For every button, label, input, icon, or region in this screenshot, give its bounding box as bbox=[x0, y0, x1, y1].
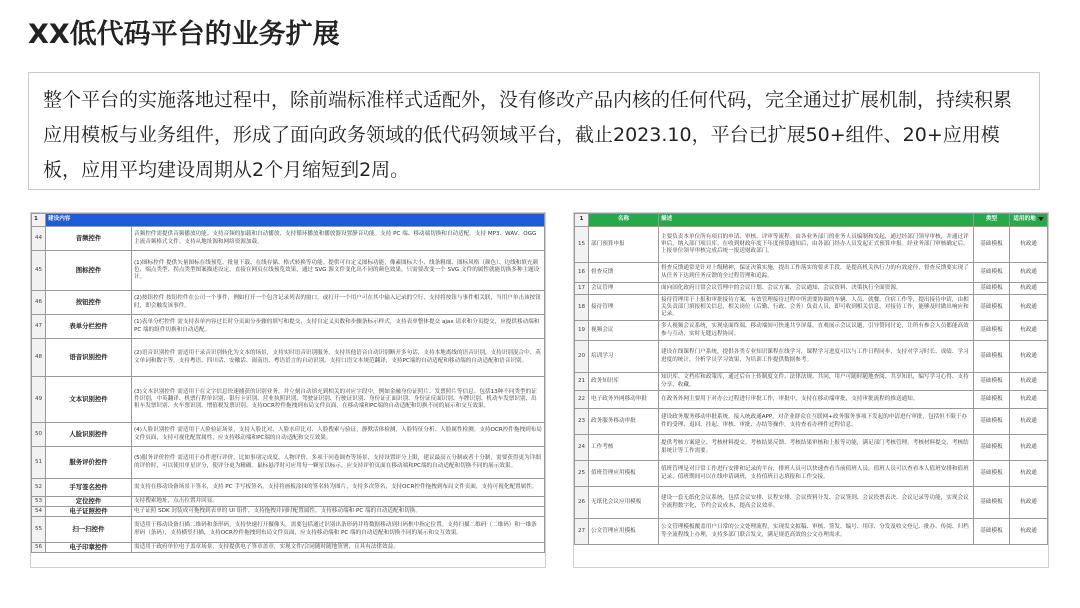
template-type: 基础模板 bbox=[974, 373, 1010, 391]
table-row bbox=[575, 391, 1048, 409]
component-desc: (5)服务评价控件 需适用于办件进行评价，比如事项完成度、人物评价、多项干问卷调查等场景，支持设置评分上限，建议最高五分制或者十分制，需要获得更为详细的评价时，可以使用单星评分，使评分更为精确。鼠标悬浮时可应用每一颗星以标示，应支持评价页面在移动端和PC端的自动适配和切换不同的展示效果。 bbox=[132, 447, 545, 479]
column-header-desc: 建设内容 bbox=[46, 214, 545, 227]
template-desc: 知识库、文档库和政策库，通过后台上传制度文件、法律法规、共同，用户可随时随地查阅、共享知识，编写学习心得、支持分享、收藏。 bbox=[659, 373, 974, 391]
table-row bbox=[32, 497, 545, 507]
table-row bbox=[575, 227, 1048, 263]
row-number: 26 bbox=[575, 487, 589, 519]
template-type: 基础模板 bbox=[974, 283, 1010, 295]
table-row bbox=[575, 341, 1048, 373]
row-number: 21 bbox=[575, 373, 589, 391]
template-type: 基础模板 bbox=[974, 341, 1010, 373]
template-name: 培训学习 bbox=[589, 341, 659, 373]
component-name: 图标控件 bbox=[46, 251, 132, 291]
component-desc: 电子证照 SDK 封装成可拖拽到表单的 UI 组件，支持拖拽并同时配置属性，支持移动端和 PC 端的自动适配和切换。 bbox=[132, 507, 545, 517]
table-row bbox=[575, 295, 1048, 321]
row-number: 47 bbox=[32, 315, 46, 339]
template-address: 杭政通 bbox=[1010, 321, 1048, 341]
row-number: 24 bbox=[575, 435, 589, 461]
column-header-desc: 描述 bbox=[659, 214, 974, 227]
template-table-screenshot bbox=[573, 212, 1049, 568]
row-number: 20 bbox=[575, 341, 589, 373]
component-table bbox=[31, 213, 545, 553]
component-name: 扫一扫控件 bbox=[46, 517, 132, 543]
row-number: 46 bbox=[32, 291, 46, 315]
row-number: 19 bbox=[575, 321, 589, 341]
template-address: 杭政通 bbox=[1010, 435, 1048, 461]
template-name: 工作考核 bbox=[589, 435, 659, 461]
table-row bbox=[32, 291, 545, 315]
component-desc: (2)按钮控件 按钮控件在公司一个事件，例如打开一个包含记录列表的窗口，或打开一个用户可在其中输入记录的空行，支持将按钮与事件相关联，当用户单击该按钮时，即会触发该事件。 bbox=[132, 291, 545, 315]
component-desc: 需适用于移动设备扫描二维码和条形码，支持快速打开摄像头，需要包括通过识别出条形码并将数据移动到扫码框中指定位置。支持扫描二维码（二维码）和一维条形码（条码），支持横竖扫描，支持OCR控件拖拽到布局文件页面，应支持移动端和 PC 端的自动适配和切换不同的展示和交互效果。 bbox=[132, 517, 545, 543]
template-name: 接待管理 bbox=[589, 295, 659, 321]
template-desc: 多人视频会议系统，实现桌面终端、移动端间可快速共享屏幕，直观展示会议议题，引导赞同讨论，让所有参会人员都能高效参与互动，实时无缝远程协同。 bbox=[659, 321, 974, 341]
component-desc: (1)表单分栏控件 需支持表单内容过长时分页面分步骤的填写和提交，支持自定义页数和步骤条标示样式，支持表单整体提交 ajax 请求和分页提交，应提供移动端和 PC 端的组件切换和自动适配。 bbox=[132, 315, 545, 339]
component-table-screenshot bbox=[30, 212, 546, 568]
template-address: 杭政通 bbox=[1010, 295, 1048, 321]
template-name: 电子政务外网移动审批 bbox=[589, 391, 659, 409]
row-number: 50 bbox=[32, 423, 46, 447]
table-row bbox=[32, 517, 545, 543]
template-type: 基础模板 bbox=[974, 409, 1010, 435]
template-desc: 建设一套无纸化会议系统，包括会议安排、议程安排、会议资料分发、会议签到、会议投票表决、会议记录等功能，实现会议全流程数字化，节约会议成本，提高会议效率。 bbox=[659, 487, 974, 519]
template-type: 基础模板 bbox=[974, 487, 1010, 519]
template-address: 杭政通 bbox=[1010, 373, 1048, 391]
table-row bbox=[575, 409, 1048, 435]
table-header-row bbox=[32, 214, 545, 227]
template-name: 会议管理 bbox=[589, 283, 659, 295]
table-row bbox=[32, 447, 545, 479]
component-name: 文本识别控件 bbox=[46, 377, 132, 423]
row-number: 53 bbox=[32, 497, 46, 507]
component-name: 电子证照控件 bbox=[46, 507, 132, 517]
template-name: 政务服务移动审批 bbox=[589, 409, 659, 435]
template-desc: 在政务外网主要用于对办公过程进行审批工作，审批中，支持在移动端审批，支持审批流程的推送通知。 bbox=[659, 391, 974, 409]
template-address: 杭政通 bbox=[1010, 263, 1048, 283]
component-name: 按钮控件 bbox=[46, 291, 132, 315]
row-number: 27 bbox=[575, 519, 589, 545]
address-label: 适用的地 bbox=[1013, 216, 1036, 223]
template-desc: 公文管理模板覆盖用户日常的公文处理流程，实现发文拟稿、审核、签发、编号、用印、分发及收文登记、批办、传阅、归档等全流程线上办理，支持多部门联合发文，满足规范高效的公文办理需求。 bbox=[659, 519, 974, 545]
template-type: 基础模板 bbox=[974, 435, 1010, 461]
template-address: 杭政通 bbox=[1010, 487, 1048, 519]
template-desc: 面向固化政府日常会议管理中的会议计划、会议方案、会议通知、会议资料、决策执行全面资源。 bbox=[659, 283, 974, 295]
row-number: 45 bbox=[32, 251, 46, 291]
component-name: 语音识别控件 bbox=[46, 339, 132, 377]
row-number: 23 bbox=[575, 409, 589, 435]
table-row bbox=[575, 263, 1048, 283]
row-number: 52 bbox=[32, 479, 46, 497]
component-name: 人脸识别控件 bbox=[46, 423, 132, 447]
row-number: 55 bbox=[32, 517, 46, 543]
component-name: 定位控件 bbox=[46, 497, 132, 507]
component-name: 电子印章控件 bbox=[46, 543, 132, 553]
table-row bbox=[575, 321, 1048, 341]
template-name: 值班管理应用模板 bbox=[589, 461, 659, 487]
template-desc: 建设在线课程门户系统，提供各类专业知识课程在线学习，课程学习进度可以与工作日程同步，支持对学习时长、成绩、学习进度的统计，分析学员学习效果，为培训工作提供数据参考。 bbox=[659, 341, 974, 373]
template-address: 杭政通 bbox=[1010, 391, 1048, 409]
template-table bbox=[574, 213, 1048, 545]
component-desc: (2)语音识别控件 需适用于录音识别转化为文本的场景，支持实时语音识别服务，支持其他语音自动识别断开多句话，支持本地离线的语音识别，支持识别混合中、英文单词和数字等，支持粤语、四川话、安徽话、闽南语、粤语语言的自动识别。支持口语文本规范翻译，支持PC端的自动适配和移动端的自动适配和语音识别。 bbox=[132, 339, 545, 377]
row-number: 1 bbox=[32, 214, 46, 227]
table-row bbox=[32, 227, 545, 251]
row-number: 48 bbox=[32, 339, 46, 377]
row-number: 51 bbox=[32, 447, 46, 479]
template-desc: 接待管理用于上报和审批接待方案，有效管理接待过程中所需要协调的车辆、人员、就餐、住宿工作等，提出接待申请，由相关负责部门填报相关信息，相关岗位（后勤、行政、会务）负责人员，即可收到相关信息，对接待工作，能够及时做出响应和记录。 bbox=[659, 295, 974, 321]
row-number: 22 bbox=[575, 391, 589, 409]
template-table-body bbox=[575, 227, 1048, 545]
template-desc: 督查反馈通常是针对上级精神，保证决策实施，提出工作落实的要求手段。是提高机关执行力的有效途径，督查反馈要实现了从任务下达到任务反馈的全过程管理和追踪。 bbox=[659, 263, 974, 283]
component-name: 音频控件 bbox=[46, 227, 132, 251]
template-address: 杭政通 bbox=[1010, 227, 1048, 263]
component-name: 手写签名控件 bbox=[46, 479, 132, 497]
table-row bbox=[32, 423, 545, 447]
table-row bbox=[575, 519, 1048, 545]
table-row bbox=[32, 339, 545, 377]
component-name: 表单分栏控件 bbox=[46, 315, 132, 339]
summary-box: 整个平台的实施落地过程中，除前端标准样式适配外，没有修改产品内核的任何代码，完全通过扩展机制，持续积累应用模板与业务组件，形成了面向政务领域的低代码领域平台，截止2023.10，平台已扩展50+组件、20+应用模板，应用平均建设周期从2个月缩短到2周。 bbox=[28, 72, 1040, 190]
table-row bbox=[575, 435, 1048, 461]
template-type: 基础模板 bbox=[974, 295, 1010, 321]
table-row bbox=[575, 283, 1048, 295]
template-type: 基础模板 bbox=[974, 391, 1010, 409]
row-number: 25 bbox=[575, 461, 589, 487]
filter-dropdown-icon[interactable] bbox=[1038, 217, 1044, 221]
template-type: 基础模板 bbox=[974, 461, 1010, 487]
page-title: XX低代码平台的业务扩展 bbox=[28, 19, 340, 50]
template-name: 视频会议 bbox=[589, 321, 659, 341]
row-number: 18 bbox=[575, 295, 589, 321]
table-header-row bbox=[575, 214, 1048, 227]
template-address: 杭政通 bbox=[1010, 409, 1048, 435]
row-number: 49 bbox=[32, 377, 46, 423]
column-header-name: 名称 bbox=[589, 214, 659, 227]
row-number: 15 bbox=[575, 227, 589, 263]
component-desc: (3)文本识别控件 需适用于在文字信息快速捕获的识别业务，并立刻自动填充到相关的对应字段中，例如金融身份证照片、发票照片等信息。包括13种不同类型的证件识别，中英翻译、机票行程单识别、银行卡识别、营业执照识别、驾驶证识别、行驶证识别、身份证正面识别、身份证反面识别、车牌识别、机动车发票识别、出租车发票识别、火车票识别、增值税发票识别。支持OCR控件拖拽到布局文件页面，在移动端和PC端的自动适配和切换不同的展示和交互效果。 bbox=[132, 377, 545, 423]
template-desc: 建设政务服务移动审批系统，接入统政通APP，对企业群众在互联网+政务服务事项下发起的申请进行审批，包括但不限于办件的受理、退回、挂起、审核、审批、办结等操作，支持查看办理件过程信息。 bbox=[659, 409, 974, 435]
table-row bbox=[575, 487, 1048, 519]
template-name: 部门预算申报 bbox=[589, 227, 659, 263]
row-number: 16 bbox=[575, 263, 589, 283]
template-address: 杭政通 bbox=[1010, 519, 1048, 545]
template-name: 督查反馈 bbox=[589, 263, 659, 283]
table-row bbox=[32, 315, 545, 339]
row-number: 44 bbox=[32, 227, 46, 251]
component-desc: 音频控件需提供音频播放功能。支持音频的加载和自动播放，支持循环播放和播放器设置静音功能。支持 PC 端、移动端切换和自动适配。支持 MP3、WAV、OGG 主流音频格式文件。支持从地址源和网络资源加载。 bbox=[132, 227, 545, 251]
template-type: 基础模板 bbox=[974, 227, 1010, 263]
component-desc: 需适用于政府单位电子盖章场景，支持提供电子签章盖章，实现文件/合同随时随地签署，且具有法律效益。 bbox=[132, 543, 545, 553]
template-name: 公文管理应用模板 bbox=[589, 519, 659, 545]
column-header-address[interactable] bbox=[1010, 214, 1048, 227]
component-desc: (1)图标控件 提供矢量图标在线预览、批量下载、在线存储、格式转换等功能。提供可自定义图标功能，像素图标大小、线条粗细、图标风格（颜色）、边线和填充颜色、端点类型、拐点类型图案描述设定，直接在网页在线预览效果，通过 SVG 源文件变化出不同的颜色效果，只需要改变一个 SVG 文件的属性就能切换多种主题设计。 bbox=[132, 251, 545, 291]
table-row bbox=[32, 251, 545, 291]
template-type: 基础模板 bbox=[974, 263, 1010, 283]
table-row bbox=[32, 543, 545, 553]
table-row bbox=[575, 373, 1048, 391]
row-number: 56 bbox=[32, 543, 46, 553]
template-name: 政务知识库 bbox=[589, 373, 659, 391]
column-header-type: 类型 bbox=[974, 214, 1010, 227]
component-desc: 需支持在移动设备场景下签名，支持 PC 手写板签名。支持将画板涂抹的签名转为图片，支持多次签名，支持OCR控件拖拽到布局文件页面，支持可视化配置属性。 bbox=[132, 479, 545, 497]
table-row bbox=[32, 377, 545, 423]
component-table-body bbox=[32, 227, 545, 553]
template-type: 基础模板 bbox=[974, 321, 1010, 341]
table-row bbox=[32, 507, 545, 517]
template-address: 杭政通 bbox=[1010, 341, 1048, 373]
template-name: 无纸化会议应用模板 bbox=[589, 487, 659, 519]
table-row bbox=[575, 461, 1048, 487]
table-row bbox=[32, 479, 545, 497]
component-desc: (4)人脸识别控件 需适用于人脸验证场景，支持人脸比对、人脸水印比对、人脸搜索与验证，静默活体检测、人脸特征分析、人脸属性检测。支持OCR控件拖拽到布局文件页面，支持可视化配置属性，应支持移动端和PC端的自动适配和交互效果。 bbox=[132, 423, 545, 447]
row-number: 1 bbox=[575, 214, 589, 227]
row-number: 17 bbox=[575, 283, 589, 295]
row-number: 54 bbox=[32, 507, 46, 517]
template-address: 杭政通 bbox=[1010, 283, 1048, 295]
template-address: 杭政通 bbox=[1010, 461, 1048, 487]
template-desc: 主要负责本单位所有项目的申请、审核、评审等流程。由各业务部门的业务人员编制和发起，通过经部门领导审核，并通过评审后，纳入部门项目库。在收到财政年度下年度预算通知后，由各部门经办人员发起正式预算申报。经业务部门审核确定后，上报单位领导审核完成后统一报送财政部门。 bbox=[659, 227, 974, 263]
component-desc: 支持搜索地址，点击位置并回显。 bbox=[132, 497, 545, 507]
template-type: 基础模板 bbox=[974, 519, 1010, 545]
component-name: 服务评价控件 bbox=[46, 447, 132, 479]
template-desc: 值班管理是对日常工作进行安排和记录的平台，排班人员可以快速查看当前值班人员，值班人员可以查看本人值班安排和值班记录，值班期间可以在线申请调班，支持值班日志填报和工作交接。 bbox=[659, 461, 974, 487]
template-desc: 提供考核方案建立、考核材料提交、考核结果反馈、考核结果审核和上报等功能，满足部门考核管理，考核材料提交，考核结果统计等工作需要。 bbox=[659, 435, 974, 461]
